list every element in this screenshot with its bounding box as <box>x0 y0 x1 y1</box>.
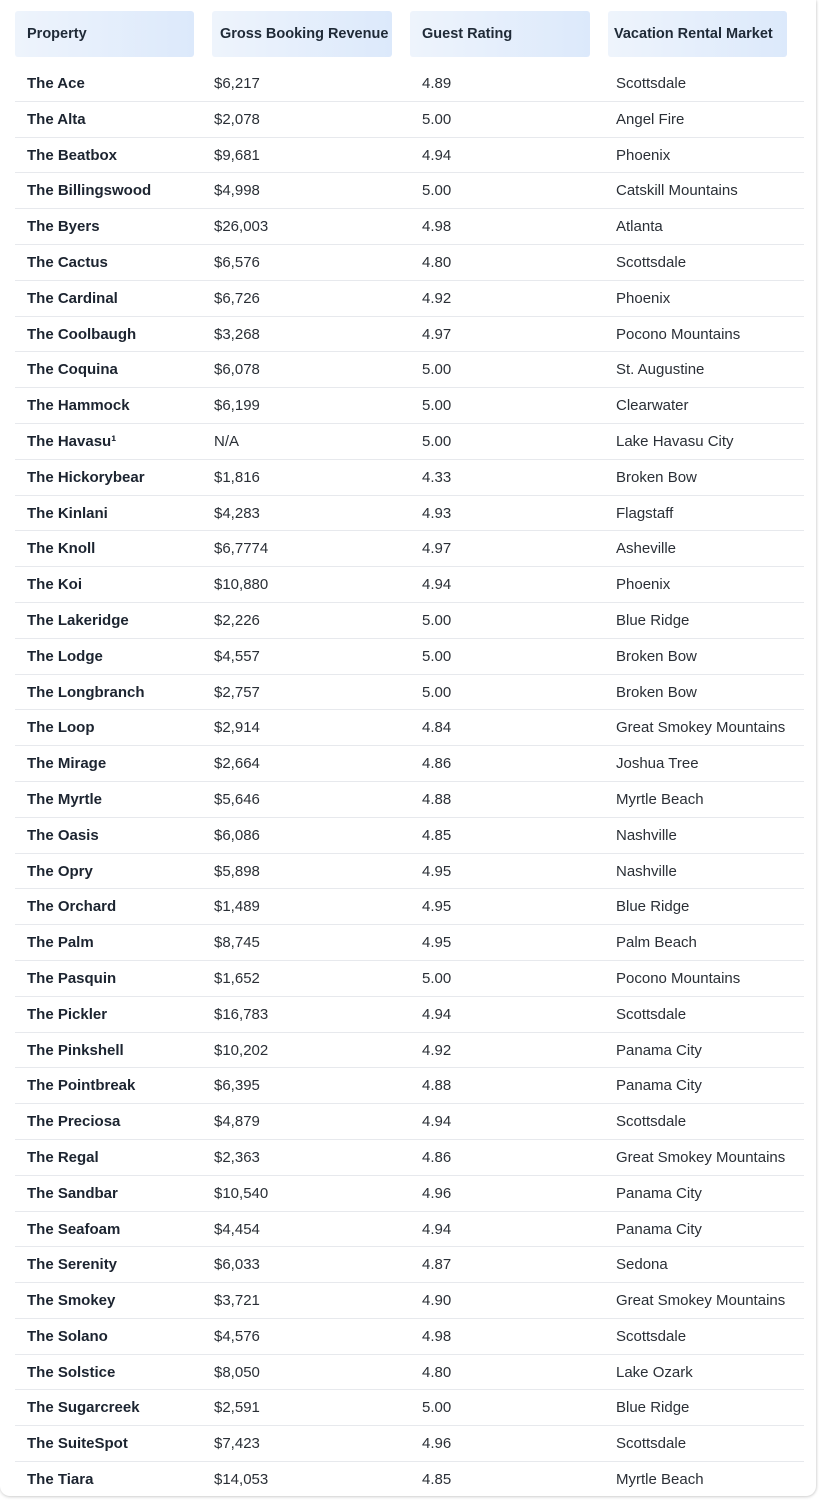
property-cell: The Coquina <box>27 361 118 379</box>
table-row <box>15 1390 804 1426</box>
gross-revenue-cell: $6,086 <box>214 826 260 844</box>
market-cell: Angel Fire <box>616 110 685 128</box>
market-cell: Myrtle Beach <box>616 790 704 808</box>
market-cell: Broken Bow <box>616 647 697 665</box>
guest-rating-cell: 4.85 <box>422 826 452 844</box>
property-cell: The Palm <box>27 934 94 952</box>
table-row <box>15 317 804 353</box>
table-row <box>15 854 804 890</box>
gross-revenue-cell: $6,199 <box>214 397 260 415</box>
market-cell: Phoenix <box>616 289 671 307</box>
table-row <box>15 460 804 496</box>
guest-rating-cell: 4.94 <box>422 1220 452 1238</box>
market-cell: Pocono Mountains <box>616 325 741 343</box>
table-header <box>0 0 816 66</box>
gross-revenue-cell: $10,202 <box>214 1041 269 1059</box>
guest-rating-cell: 4.94 <box>422 146 452 164</box>
property-cell: The Ace <box>27 75 85 92</box>
gross-revenue-cell: $16,783 <box>214 1005 269 1023</box>
market-cell: Scottsdale <box>616 253 687 271</box>
guest-rating-cell: 4.89 <box>422 75 452 92</box>
table-row <box>15 675 804 711</box>
guest-rating-cell: 4.84 <box>422 719 452 737</box>
property-cell: The Alta <box>27 110 86 128</box>
guest-rating-cell: 5.00 <box>422 647 452 665</box>
guest-rating-cell: 4.96 <box>422 1184 452 1202</box>
property-cell: The Havasu¹ <box>27 432 117 450</box>
table-row <box>15 782 804 818</box>
property-cell: The Lodge <box>27 647 103 665</box>
guest-rating-cell: 4.94 <box>422 1005 452 1023</box>
property-cell: The Hickorybear <box>27 468 145 486</box>
market-cell: Panama City <box>616 1184 702 1202</box>
guest-rating-cell: 4.90 <box>422 1292 452 1310</box>
market-cell: Blue Ridge <box>616 611 690 629</box>
table-row <box>15 1426 804 1462</box>
gross-revenue-cell: $8,050 <box>214 1363 260 1381</box>
guest-rating-cell: 5.00 <box>422 683 452 701</box>
guest-rating-cell: 4.92 <box>422 289 452 307</box>
table-row <box>15 1462 804 1496</box>
market-cell: Palm Beach <box>616 934 697 952</box>
gross-revenue-cell: $2,664 <box>214 755 260 773</box>
gross-revenue-cell: $6,726 <box>214 289 260 307</box>
gross-revenue-cell: $2,363 <box>214 1148 260 1166</box>
property-cell: The Beatbox <box>27 146 118 164</box>
property-cell: The Coolbaugh <box>27 325 137 343</box>
table-row <box>15 925 804 961</box>
market-cell: Catskill Mountains <box>616 182 738 200</box>
table-row <box>15 352 804 388</box>
market-cell: Broken Bow <box>616 683 697 701</box>
guest-rating-cell: 4.95 <box>422 934 452 952</box>
property-cell: The SuiteSpot <box>27 1435 128 1453</box>
property-cell: The Koi <box>27 576 82 594</box>
table-row <box>15 209 804 245</box>
table-row <box>15 388 804 424</box>
gross-revenue-cell: $4,879 <box>214 1113 260 1131</box>
table-row <box>15 639 804 675</box>
gross-revenue-cell: $5,898 <box>214 862 260 880</box>
property-cell: The Sandbar <box>27 1184 118 1202</box>
gross-revenue-cell: $9,681 <box>214 146 260 164</box>
market-cell: Pocono Mountains <box>616 969 741 987</box>
table-row <box>15 746 804 782</box>
market-cell: Lake Havasu City <box>616 432 734 450</box>
table-row <box>15 818 804 854</box>
guest-rating-cell: 4.97 <box>422 540 452 558</box>
table-row <box>15 710 804 746</box>
table-row <box>15 889 804 925</box>
gross-revenue-cell: $4,557 <box>214 647 260 665</box>
table-row <box>15 961 804 997</box>
guest-rating-cell: 4.94 <box>422 576 452 594</box>
market-cell: Blue Ridge <box>616 1399 690 1417</box>
property-cell: The Billingswood <box>27 182 152 200</box>
guest-rating-cell: 4.94 <box>422 1113 452 1131</box>
market-cell: Scottsdale <box>616 1005 687 1023</box>
property-cell: The Tiara <box>27 1471 94 1489</box>
property-cell: The Pinkshell <box>27 1041 124 1059</box>
guest-rating-cell: 5.00 <box>422 110 452 128</box>
table-row <box>15 66 804 102</box>
gross-revenue-cell: $2,914 <box>214 719 260 737</box>
guest-rating-cell: 4.98 <box>422 1327 452 1345</box>
table-row <box>15 567 804 603</box>
market-cell: Broken Bow <box>616 468 697 486</box>
gross-revenue-cell: $6,217 <box>214 75 260 92</box>
gross-revenue-cell: $4,998 <box>214 182 260 200</box>
property-cell: The Pointbreak <box>27 1077 136 1095</box>
guest-rating-cell: 4.87 <box>422 1256 452 1274</box>
table-row <box>15 138 804 174</box>
guest-rating-cell: 4.86 <box>422 1148 452 1166</box>
gross-revenue-cell: N/A <box>214 432 240 450</box>
table-row <box>15 281 804 317</box>
property-cell: The Solano <box>27 1327 108 1345</box>
market-cell: Phoenix <box>616 146 671 164</box>
market-cell: Atlanta <box>616 218 663 236</box>
table-row <box>15 1104 804 1140</box>
table-row <box>15 102 804 138</box>
property-cell: The Pasquin <box>27 969 117 987</box>
property-cell: The Pickler <box>27 1005 108 1023</box>
guest-rating-cell: 4.95 <box>422 862 452 880</box>
gross-revenue-cell: $2,078 <box>214 110 260 128</box>
market-cell: Nashville <box>616 862 677 880</box>
gross-revenue-cell: $10,540 <box>214 1184 269 1202</box>
market-cell: Flagstaff <box>616 504 674 522</box>
market-cell: Asheville <box>616 540 677 558</box>
property-cell: The Mirage <box>27 755 107 773</box>
property-cell: The Oasis <box>27 826 99 844</box>
guest-rating-cell: 4.86 <box>422 755 452 773</box>
market-cell: Sedona <box>616 1256 668 1274</box>
property-cell: The Orchard <box>27 898 117 916</box>
table-row <box>15 1176 804 1212</box>
property-cell: The Solstice <box>27 1363 116 1381</box>
property-cell: The Cactus <box>27 253 108 271</box>
table-row <box>15 245 804 281</box>
property-cell: The Cardinal <box>27 289 118 307</box>
gross-revenue-cell: $2,591 <box>214 1399 260 1417</box>
gross-revenue-cell: $26,003 <box>214 218 269 236</box>
guest-rating-cell: 4.97 <box>422 325 452 343</box>
guest-rating-cell: 4.80 <box>422 253 452 271</box>
market-cell: Joshua Tree <box>616 755 699 773</box>
property-cell: The Lakeridge <box>27 611 129 629</box>
table-row <box>15 531 804 567</box>
guest-rating-cell: 5.00 <box>422 432 452 450</box>
property-cell: The Regal <box>27 1148 99 1166</box>
column-header-vacation-rental-market[interactable]: Vacation Rental Market <box>608 11 787 57</box>
market-cell: Scottsdale <box>616 1327 687 1345</box>
table-row <box>15 173 804 209</box>
market-cell: Great Smokey Mountains <box>616 1148 786 1166</box>
gross-revenue-cell: $5,646 <box>214 790 260 808</box>
property-cell: The Longbranch <box>27 683 145 701</box>
gross-revenue-cell: $1,489 <box>214 898 260 916</box>
gross-revenue-cell: $6,395 <box>214 1077 260 1095</box>
guest-rating-cell: 5.00 <box>422 182 452 200</box>
guest-rating-cell: 4.33 <box>422 468 452 486</box>
market-cell: Scottsdale <box>616 1113 687 1131</box>
gross-revenue-cell: $4,283 <box>214 504 260 522</box>
table-body <box>15 66 804 1496</box>
market-cell: Scottsdale <box>616 1435 687 1453</box>
guest-rating-cell: 4.80 <box>422 1363 452 1381</box>
guest-rating-cell: 4.96 <box>422 1435 452 1453</box>
table-row <box>15 1355 804 1391</box>
property-cell: The Sugarcreek <box>27 1399 140 1417</box>
gross-revenue-cell: $6,033 <box>214 1256 260 1274</box>
guest-rating-cell: 4.88 <box>422 790 452 808</box>
gross-revenue-cell: $1,816 <box>214 468 260 486</box>
market-cell: Myrtle Beach <box>616 1471 704 1489</box>
market-cell: Lake Ozark <box>616 1363 693 1381</box>
property-cell: The Smokey <box>27 1292 116 1310</box>
table-row <box>15 603 804 639</box>
guest-rating-cell: 4.93 <box>422 504 452 522</box>
guest-rating-cell: 4.88 <box>422 1077 452 1095</box>
market-cell: Blue Ridge <box>616 898 690 916</box>
market-cell: St. Augustine <box>616 361 705 379</box>
property-cell: The Opry <box>27 862 93 880</box>
table-row <box>15 424 804 460</box>
gross-revenue-cell: $8,745 <box>214 934 260 952</box>
gross-revenue-cell: $7,423 <box>214 1435 260 1453</box>
table-row <box>15 997 804 1033</box>
market-cell: Great Smokey Mountains <box>616 719 786 737</box>
market-cell: Clearwater <box>616 397 689 415</box>
guest-rating-cell: 5.00 <box>422 397 452 415</box>
property-cell: The Preciosa <box>27 1113 121 1131</box>
table-row <box>15 1140 804 1176</box>
property-cell: The Hammock <box>27 397 130 415</box>
table-row <box>15 1283 804 1319</box>
guest-rating-cell: 4.92 <box>422 1041 452 1059</box>
property-cell: The Kinlani <box>27 504 108 522</box>
property-cell: The Byers <box>27 218 100 236</box>
column-header-property[interactable]: Property <box>15 11 194 57</box>
gross-revenue-cell: $6,7774 <box>214 540 269 558</box>
gross-revenue-cell: $6,078 <box>214 361 260 379</box>
gross-revenue-cell: $2,226 <box>214 611 260 629</box>
property-cell: The Myrtle <box>27 790 103 808</box>
table-row <box>15 1033 804 1069</box>
gross-revenue-cell: $1,652 <box>214 969 260 987</box>
property-cell: The Loop <box>27 719 95 737</box>
market-cell: Phoenix <box>616 576 671 594</box>
market-cell: Panama City <box>616 1220 702 1238</box>
gross-revenue-cell: $2,757 <box>214 683 260 701</box>
table-row <box>15 1319 804 1355</box>
guest-rating-cell: 5.00 <box>422 611 452 629</box>
guest-rating-cell: 5.00 <box>422 361 452 379</box>
guest-rating-cell: 5.00 <box>422 1399 452 1417</box>
gross-revenue-cell: $4,454 <box>214 1220 260 1238</box>
property-cell: The Seafoam <box>27 1220 121 1238</box>
table-row <box>15 496 804 532</box>
guest-rating-cell: 4.98 <box>422 218 452 236</box>
market-cell: Scottsdale <box>616 75 687 92</box>
table-row <box>15 1247 804 1283</box>
market-cell: Panama City <box>616 1077 702 1095</box>
guest-rating-cell: 4.85 <box>422 1471 452 1489</box>
market-cell: Nashville <box>616 826 677 844</box>
market-cell: Panama City <box>616 1041 702 1059</box>
gross-revenue-cell: $3,721 <box>214 1292 260 1310</box>
property-cell: The Serenity <box>27 1256 118 1274</box>
gross-revenue-cell: $14,053 <box>214 1471 269 1489</box>
table-row <box>15 1212 804 1248</box>
gross-revenue-cell: $10,880 <box>214 576 269 594</box>
market-cell: Great Smokey Mountains <box>616 1292 786 1310</box>
gross-revenue-cell: $3,268 <box>214 325 260 343</box>
column-header-gross-booking-revenue[interactable]: Gross Booking Revenue <box>212 11 392 57</box>
guest-rating-cell: 5.00 <box>422 969 452 987</box>
guest-rating-cell: 4.95 <box>422 898 452 916</box>
gross-revenue-cell: $4,576 <box>214 1327 260 1345</box>
gross-revenue-cell: $6,576 <box>214 253 260 271</box>
column-header-guest-rating[interactable]: Guest Rating <box>410 11 590 57</box>
property-cell: The Knoll <box>27 540 96 558</box>
table-row <box>15 1068 804 1104</box>
